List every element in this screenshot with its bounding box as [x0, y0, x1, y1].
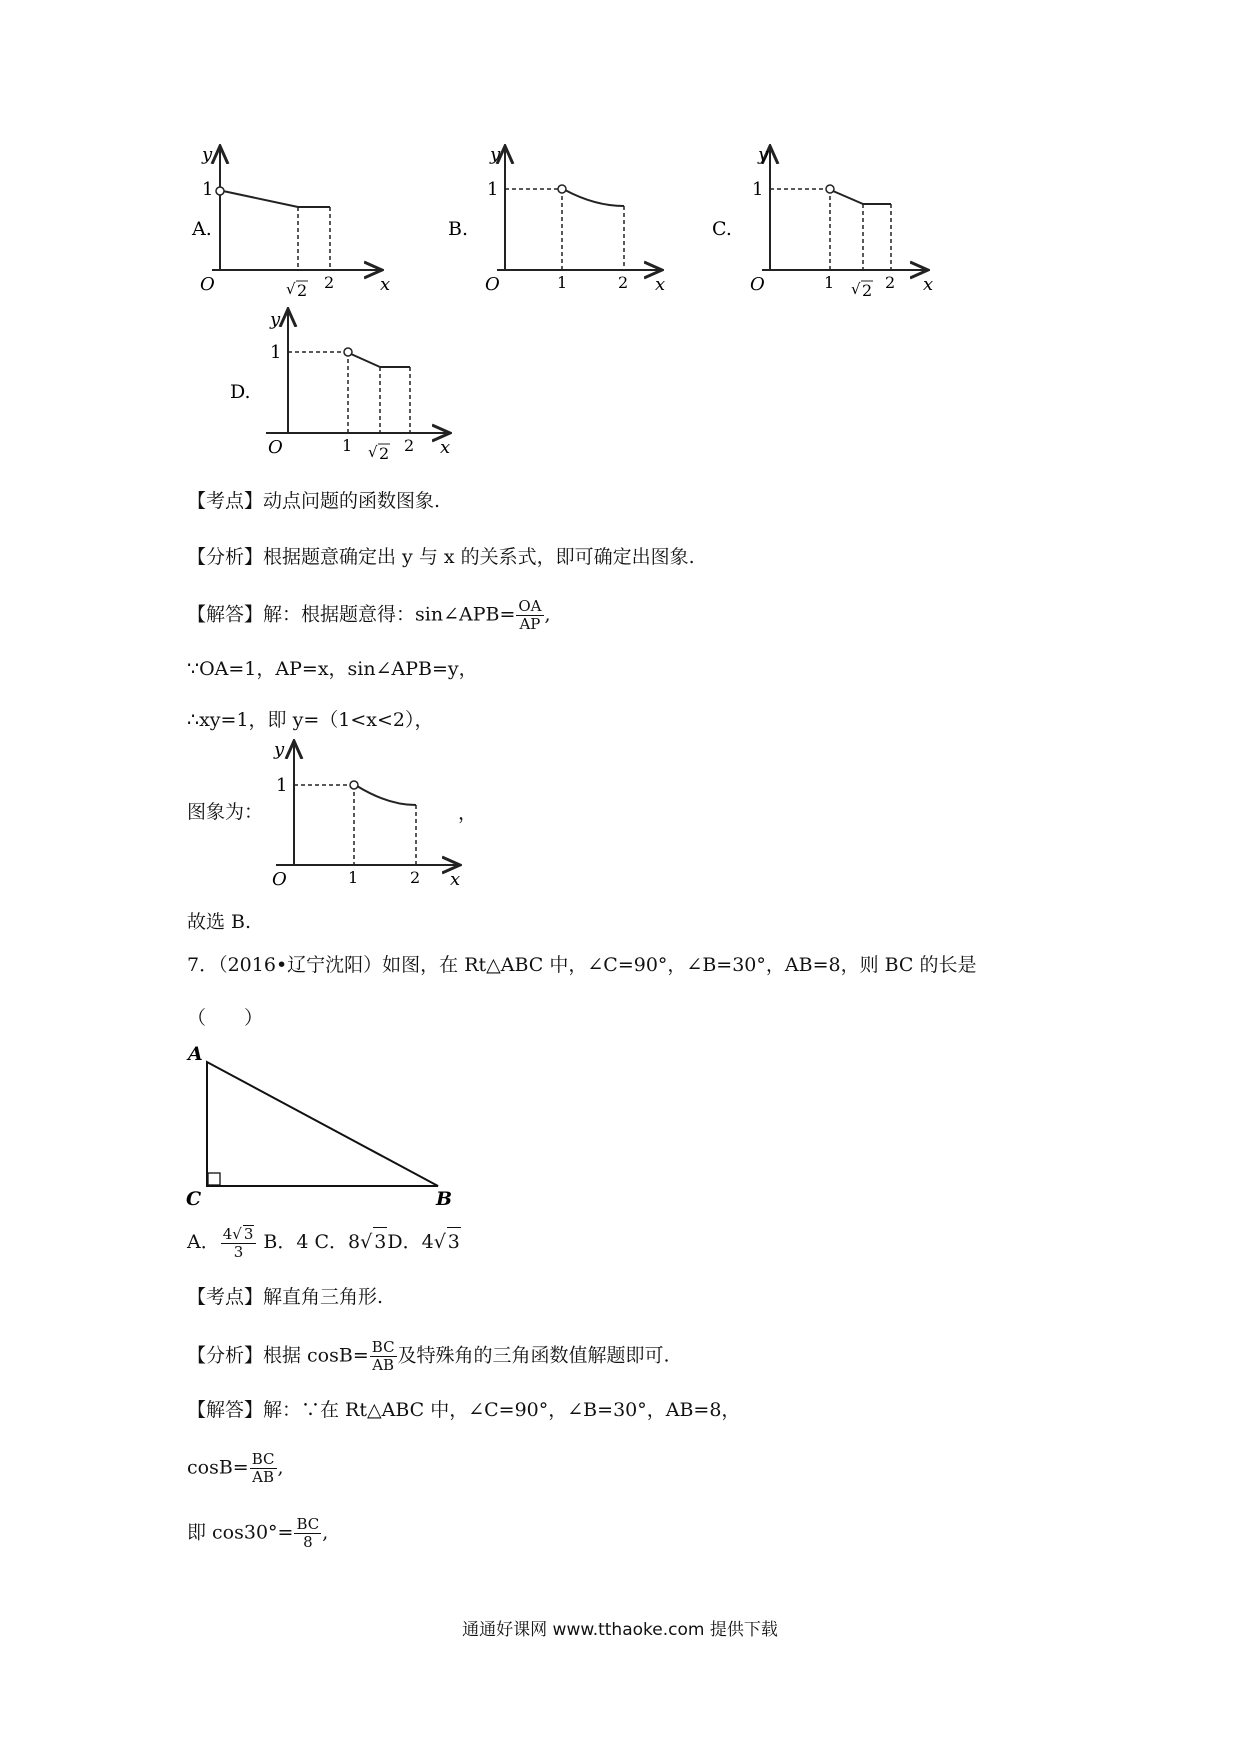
tick-sqrt2-label: 2 [297, 281, 308, 300]
q7-options: A． $\frac{4√ 3}{3}$ B．4 C．8√ 3D．4√ 3 [187, 1225, 460, 1261]
tick-x1-label: 1 [342, 436, 353, 455]
tick-1-label: 1 [752, 179, 764, 200]
option-b-label: B. [448, 218, 469, 240]
tick-2-label: 2 [404, 436, 415, 455]
q7-cos30: 即 cos30°= $\frac{BC}{8}$ , [187, 1515, 329, 1551]
y-axis-label: y [490, 144, 501, 165]
triangle-abc [180, 1040, 460, 1215]
vertex-a-label: A [188, 1043, 203, 1065]
fraction-bc-ab-2: $\frac{BC}{AB}$ [251, 1450, 275, 1486]
q6-fenxi: 【分析】根据题意确定出 y 与 x 的关系式，即可确定出图象. [187, 546, 695, 568]
fraction-bc-8: $\frac{BC}{8}$ [296, 1515, 320, 1551]
origin-label: O [750, 274, 765, 295]
q7-fenxi: 【分析】根据 cosB= $\frac{BC}{AB}$ 及特殊角的三角函数值解题即可. [187, 1338, 670, 1374]
graph-answer [258, 735, 488, 895]
tick-1-label: 1 [202, 179, 214, 200]
q7-jieda: 【解答】解：∵在 Rt△ABC 中，∠C=90°，∠B=30°，AB=8， [187, 1399, 741, 1421]
tick-2-label: 2 [618, 273, 629, 292]
q7-question: 7．（2016•辽宁沈阳）如图，在 Rt△ABC 中，∠C=90°，∠B=30°，AB=8，则 BC 的长是 [187, 954, 977, 976]
q6-step2: ∴xy=1，即 y=（1<x<2）， [187, 709, 434, 731]
origin-label: O [272, 869, 287, 890]
q7-cosb: cosB= $\frac{BC}{AB}$ , [187, 1450, 284, 1486]
option-a-fraction: $\frac{4√ 3}{3}$ [221, 1225, 257, 1261]
vertex-b-label: B [436, 1188, 453, 1210]
x-axis-label: x [450, 869, 461, 890]
tick-sqrt2-label: 2 [862, 281, 873, 300]
tick-2-label: 2 [885, 273, 896, 292]
svg-text:√: √ [368, 443, 378, 461]
origin-label: O [268, 437, 283, 458]
vertex-c-label: C [186, 1188, 202, 1210]
tick-x1-label: 1 [557, 273, 568, 292]
graph-c [708, 140, 938, 300]
q6-graph-label: 图象为： [187, 801, 264, 823]
origin-label: O [200, 274, 215, 295]
q7-kaodian: 【考点】解直角三角形. [187, 1286, 384, 1308]
q7-paren: （ ） [187, 1007, 264, 1029]
q6-jieda: 【解答】解：根据题意得：sin∠APB= $\frac{OA}{AP}$ , [187, 597, 551, 633]
option-a-label: A. [192, 218, 212, 240]
fraction-bc-ab: $\frac{BC}{AB}$ [371, 1338, 395, 1374]
x-axis-label: x [923, 274, 934, 295]
svg-text:√: √ [286, 280, 296, 298]
tick-1-label: 1 [270, 342, 282, 363]
graph-d [228, 303, 458, 463]
x-axis-label: x [655, 274, 666, 295]
fraction-oa-ap: $\frac{OA}{AP}$ [518, 597, 542, 633]
q6-answer: 故选 B. [187, 911, 252, 933]
tick-x1-label: 1 [824, 273, 835, 292]
origin-label: O [485, 274, 500, 295]
y-axis-label: y [202, 144, 213, 165]
svg-text:√: √ [851, 280, 861, 298]
tick-1-label: 1 [276, 775, 288, 796]
q6-step1: ∵OA=1，AP=x，sin∠APB=y， [187, 658, 478, 680]
page-footer: 通通好课网 www.tthaoke.com 提供下载 [462, 1620, 778, 1640]
q6-kaodian: 【考点】动点问题的函数图象. [187, 490, 441, 512]
graph-b [440, 140, 670, 300]
tick-sqrt2-label: 2 [379, 444, 390, 463]
option-c-label: C. [712, 218, 732, 240]
tick-x1-label: 1 [348, 868, 359, 887]
option-d-label: D. [230, 381, 251, 403]
x-axis-label: x [380, 274, 391, 295]
tick-1-label: 1 [487, 179, 499, 200]
x-axis-label: x [440, 437, 451, 458]
graph-a [180, 140, 400, 300]
y-axis-label: y [274, 739, 285, 760]
q6-graph-comma: ， [458, 802, 478, 824]
tick-2-label: 2 [324, 273, 335, 292]
y-axis-label: y [270, 309, 281, 330]
tick-2-label: 2 [410, 868, 421, 887]
y-axis-label: y [758, 144, 769, 165]
